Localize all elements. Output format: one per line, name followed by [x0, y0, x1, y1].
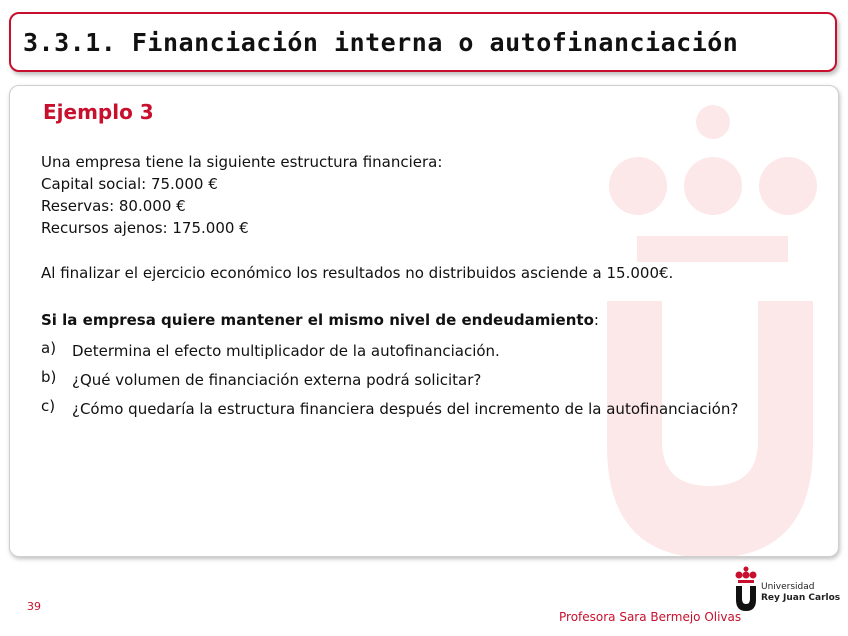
- condition-text: Si la empresa quiere mantener el mismo nivel de endeudamiento: [41, 311, 594, 329]
- slide-title-box: [9, 12, 837, 72]
- university-name: [761, 582, 840, 604]
- condition-colon: :: [593, 311, 599, 329]
- intro-text: Una empresa tiene la siguiente estructura financiera:: [41, 153, 443, 171]
- university-name-line2: Rey Juan Carlos: [761, 593, 841, 603]
- content-panel: [9, 85, 839, 557]
- item-capital-social: Capital social: 75.000 €: [41, 175, 218, 193]
- item-reservas: Reservas: 80.000 €: [41, 197, 186, 215]
- question-text: ¿Qué volumen de financiación externa podrá solicitar?: [72, 371, 482, 389]
- university-name-line1: Universidad: [761, 582, 815, 592]
- page-number: 39: [27, 600, 41, 613]
- question-text: Determina el efecto multiplicador de la autofinanciación.: [72, 342, 500, 360]
- author-credit: Profesora Sara Bermejo Olivas: [559, 610, 742, 624]
- question-letter: a): [41, 339, 57, 357]
- question-letter: c): [41, 397, 56, 415]
- example-title: Ejemplo 3: [43, 100, 154, 124]
- condition-line: [41, 311, 836, 329]
- question-letter: b): [41, 368, 57, 386]
- statement-text: Al finalizar el ejercicio económico los resultados no distribuidos asciende a 15.000€.: [41, 264, 674, 282]
- slide-title: 3.3.1. Financiación interna o autofinanciación: [23, 28, 739, 57]
- university-logo: [733, 566, 843, 616]
- urjc-emblem-icon: [733, 566, 759, 614]
- item-recursos-ajenos: Recursos ajenos: 175.000 €: [41, 219, 249, 237]
- question-text: ¿Cómo quedaría la estructura financiera después del incremento de la autofinanciación?: [72, 400, 739, 418]
